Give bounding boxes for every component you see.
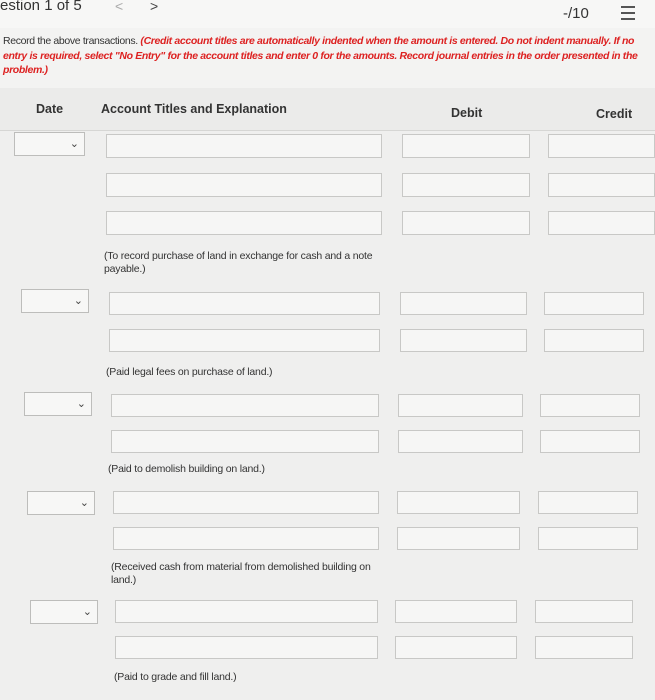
instructions — [3, 34, 653, 78]
chevron-down-icon: ⌄ — [73, 295, 83, 307]
account-title-input[interactable] — [115, 600, 378, 623]
date-header: Date — [36, 102, 64, 116]
entry-explanation: (Paid legal fees on purchase of land.) — [106, 366, 273, 378]
account-title-input[interactable] — [113, 527, 379, 550]
entry-explanation: (Received cash from material from demolished building on land.) — [111, 561, 371, 586]
account-title-input[interactable] — [109, 329, 380, 352]
debit-input[interactable] — [402, 211, 530, 235]
journal-table — [0, 88, 655, 700]
credit-input[interactable] — [540, 394, 640, 417]
chevron-down-icon: ⌄ — [76, 398, 86, 410]
date-select[interactable] — [14, 132, 85, 156]
list-icon[interactable] — [621, 6, 635, 20]
chevron-right-icon[interactable]: > — [150, 0, 159, 14]
chevron-down-icon: ⌄ — [79, 497, 89, 509]
credit-input[interactable] — [544, 329, 644, 352]
debit-input[interactable] — [397, 491, 520, 514]
chevron-left-icon[interactable]: < — [115, 0, 124, 14]
instructions-note: (Credit account titles are automatically indented when the amount is entered. Do not indent manually. If no entry is required, select "No Entry" for the account titles and enter 0 for the amounts. Record journal entries in the order presented in the problem.) — [3, 35, 638, 76]
date-select[interactable] — [27, 491, 95, 515]
debit-input[interactable] — [395, 636, 517, 659]
account-title-input[interactable] — [113, 491, 379, 514]
date-select[interactable] — [21, 289, 89, 313]
debit-input[interactable] — [400, 329, 527, 352]
debit-input[interactable] — [397, 527, 520, 550]
entry-explanation: (Paid to demolish building on land.) — [108, 463, 265, 475]
debit-input[interactable] — [402, 173, 530, 197]
chevron-down-icon: ⌄ — [69, 138, 79, 150]
score-display: -/10 — [563, 5, 589, 22]
question-counter: estion 1 of 5 — [0, 0, 82, 14]
question-header — [0, 0, 655, 28]
account-title-input[interactable] — [106, 173, 382, 197]
account-title-input[interactable] — [115, 636, 378, 659]
date-select[interactable] — [30, 600, 98, 624]
debit-input[interactable] — [395, 600, 517, 623]
account-header: Account Titles and Explanation — [101, 102, 287, 116]
credit-input[interactable] — [544, 292, 644, 315]
credit-input[interactable] — [548, 211, 655, 235]
account-title-input[interactable] — [106, 211, 382, 235]
debit-header: Debit — [451, 106, 483, 120]
debit-input[interactable] — [398, 394, 523, 417]
credit-header: Credit — [596, 107, 633, 121]
account-title-input[interactable] — [109, 292, 380, 315]
credit-input[interactable] — [540, 430, 640, 453]
entry-explanation: (To record purchase of land in exchange for cash and a note payable.) — [104, 250, 373, 275]
credit-input[interactable] — [548, 173, 655, 197]
credit-input[interactable] — [548, 134, 655, 158]
account-title-input[interactable] — [111, 430, 379, 453]
chevron-down-icon: ⌄ — [82, 606, 92, 618]
credit-input[interactable] — [535, 636, 633, 659]
debit-input[interactable] — [398, 430, 523, 453]
debit-input[interactable] — [400, 292, 527, 315]
account-title-input[interactable] — [111, 394, 379, 417]
credit-input[interactable] — [538, 491, 638, 514]
instructions-lead: Record the above transactions. — [3, 35, 138, 47]
account-title-input[interactable] — [106, 134, 382, 158]
credit-input[interactable] — [538, 527, 638, 550]
entry-explanation: (Paid to grade and fill land.) — [114, 671, 237, 683]
debit-input[interactable] — [402, 134, 530, 158]
table-header — [0, 88, 655, 131]
credit-input[interactable] — [535, 600, 633, 623]
date-select[interactable] — [24, 392, 92, 416]
